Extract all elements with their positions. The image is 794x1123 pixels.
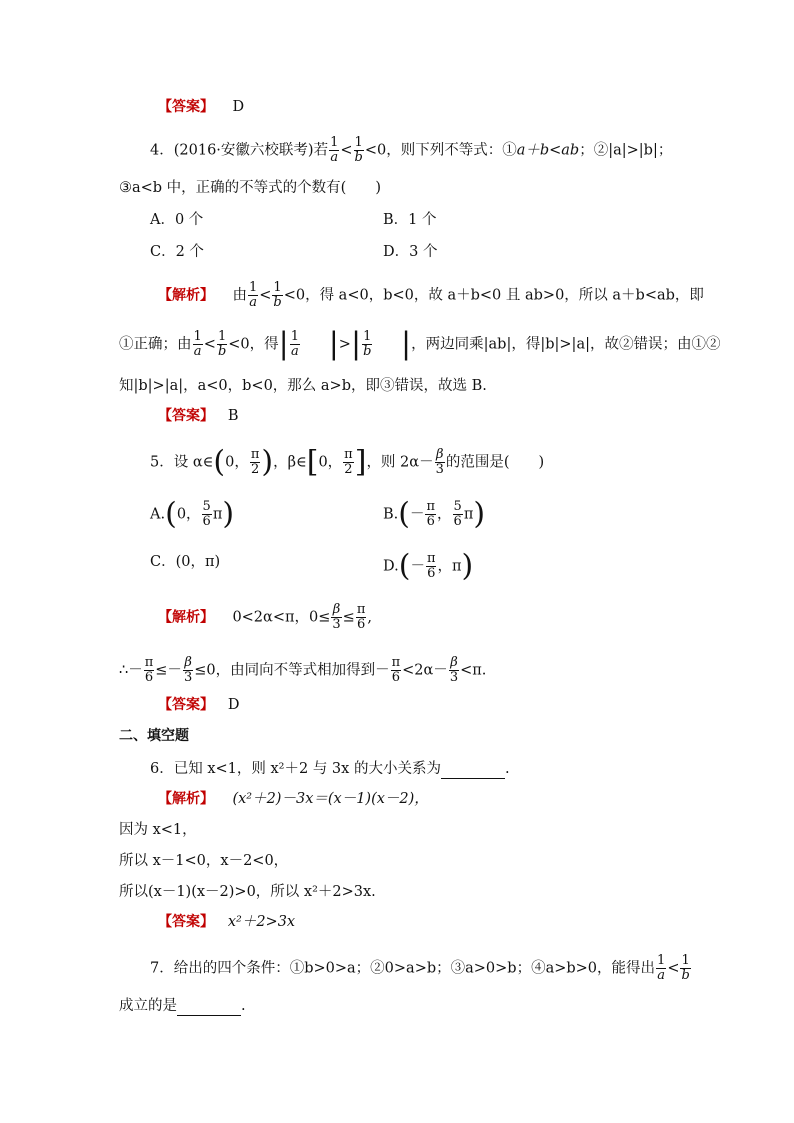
q5-answer-line xyxy=(158,695,239,715)
q4-stem-line2: ③a<b 中，正确的不等式的个数有( ) xyxy=(119,180,381,196)
analysis-text: ∴－ xyxy=(119,662,143,679)
analysis-text: ≤ xyxy=(342,609,355,626)
analysis-tag: 【解析】 xyxy=(158,287,214,304)
answer-value: D xyxy=(232,99,245,115)
fraction-1-over-b: $\frac{1}{b}$ xyxy=(273,280,282,310)
analysis-tag: 【解析】 xyxy=(158,791,214,807)
option-label: D. xyxy=(383,558,399,575)
analysis-text: ①正确；由 xyxy=(119,336,192,353)
fraction-beta-over-3: $\frac{\beta}{3}$ xyxy=(449,655,459,685)
fraction-beta-over-3: $\frac{\beta}{3}$ xyxy=(332,602,341,632)
stem-text: <0，则下列不等式：① xyxy=(364,142,517,159)
q6-stem xyxy=(150,759,510,779)
q4-analysis-line1: 【解析】 由 $\frac{1}{a}$ < $\frac{1}{b}$ <0，得 a<0，b<0，故 a＋b<0 且 ab>0，所以 a＋b<ab，即 xyxy=(158,280,704,310)
q4-option-c: C．2 个 xyxy=(150,244,204,260)
fraction-pi-over-6: $\frac{\pi}{6}$ xyxy=(426,499,436,529)
q5-analysis-line1 xyxy=(158,603,372,632)
condition-2: ；②|a|>|b|； xyxy=(579,142,673,159)
question-number: 4． xyxy=(150,142,174,159)
fraction-5-over-6: $\frac{5}{6}$ xyxy=(202,499,211,529)
q4-analysis-line2: ①正确；由 $\frac{1}{a}$ < $\frac{1}{b}$ <0，得| $\frac{1}{a}$ |>| $\frac{1}{b}$ |，两边同乘|ab|，得|b|>|a|，故②错误；由①② xyxy=(119,326,721,362)
analysis-tag: 【解析】 xyxy=(158,609,214,626)
q5-option-a: A.(0， $\frac{5}{6}$ π) xyxy=(150,496,235,532)
answer-tag: 【答案】 xyxy=(158,408,214,424)
q6-answer-line xyxy=(158,912,295,932)
answer-value: B xyxy=(227,408,239,424)
answer-blank xyxy=(177,1001,241,1016)
q4-stem-line1: 4．(2016·安徽六校联考)若 $\frac{1}{a}$ < $\frac{1}{b}$ <0，则下列不等式：①a＋b<ab；②|a|>|b|； xyxy=(150,135,673,165)
stem-text: . xyxy=(241,998,246,1014)
option-label: A. xyxy=(150,506,166,523)
answer-value: D xyxy=(227,697,240,713)
q5-option-d: D.(－ $\frac{\pi}{6}$ ，π) xyxy=(383,548,474,584)
q4-option-a: A．0 个 xyxy=(150,212,204,228)
stem-text: 5．设 α∈ xyxy=(150,454,214,471)
stem-text: 6．已知 x<1，则 x²＋2 与 3x 的大小关系为 xyxy=(150,761,441,777)
q4-answer-line xyxy=(158,406,238,426)
analysis-text: (x²＋2)－3x＝(x－1)(x－2)， xyxy=(232,791,429,807)
stem-text: 7．给出的四个条件：①b>0>a；②0>a>b；③a>0>b；④a>b>0，能得出 xyxy=(150,960,656,977)
analysis-text: <π. xyxy=(460,662,487,679)
analysis-text: 0<2α<π，0≤ xyxy=(232,609,331,626)
analysis-text: <0，得 a<0，b<0，故 a＋b<0 且 ab>0，所以 a＋b<ab，即 xyxy=(283,287,704,304)
fraction-1-over-a: $\frac{1}{a}$ xyxy=(330,135,339,165)
question-source: (2016·安徽六校联考) xyxy=(173,142,314,159)
fraction-pi-over-6: $\frac{\pi}{6}$ xyxy=(391,655,401,685)
answer-tag: 【答案】 xyxy=(158,99,214,115)
analysis-text: <2α－ xyxy=(402,662,448,679)
q4-option-d: D．3 个 xyxy=(383,244,438,260)
analysis-text: ，两边同乘|ab|，得|b|>|a|，故②错误；由①② xyxy=(411,336,721,353)
fraction-pi-over-6: $\frac{\pi}{6}$ xyxy=(356,602,366,632)
q7-stem-line1: 7．给出的四个条件：①b>0>a；②0>a>b；③a>0>b；④a>b>0，能得出 $\frac{1}{a}$ < $\frac{1}{b}$ xyxy=(150,953,690,983)
section-heading: 二、填空题 xyxy=(119,728,189,744)
q4-analysis-line3: 知|b|>|a|，a<0，b<0，那么 a>b，即③错误，故选 B. xyxy=(119,378,487,394)
fraction-1-over-a: $\frac{1}{a}$ xyxy=(290,329,300,359)
stem-text: ，β∈ xyxy=(273,454,307,471)
stem-text: 若 xyxy=(313,142,329,159)
fraction-1-over-b: $\frac{1}{b}$ xyxy=(217,329,227,359)
q3-answer-line xyxy=(158,97,244,117)
answer-tag: 【答案】 xyxy=(158,697,214,713)
fraction-pi-over-2: $\frac{\pi}{2}$ xyxy=(344,447,353,477)
stem-text: 的范围是( ) xyxy=(445,454,545,471)
option-label: B. xyxy=(383,506,399,523)
stem-text: ，则 2α－ xyxy=(366,454,434,471)
fraction-1-over-a: $\frac{1}{a}$ xyxy=(193,329,202,359)
answer-value: x²＋2>3x xyxy=(227,914,296,930)
answer-blank xyxy=(441,764,505,779)
q5-stem: 5．设 α∈(0， $\frac{\pi}{2}$ )，β∈[0， $\frac{\pi}{2}$ ]，则 2α－ $\frac{\beta}{3}$ 的范围是( ) xyxy=(150,444,545,480)
q6-analysis-line3: 所以 x－1<0，x－2<0， xyxy=(119,853,289,869)
analysis-text: 由 xyxy=(232,287,247,304)
condition-1: a＋b<ab xyxy=(516,142,580,159)
fraction-beta-over-3: $\frac{\beta}{3}$ xyxy=(435,447,444,477)
q5-analysis-line2 xyxy=(119,656,486,685)
q5-option-b: B.(－ $\frac{\pi}{6}$ ， $\frac{5}{6}$ π) xyxy=(383,496,486,532)
q6-analysis-line1 xyxy=(158,789,429,809)
fraction-pi-over-2: $\frac{\pi}{2}$ xyxy=(250,447,260,477)
fraction-pi-over-6: $\frac{\pi}{6}$ xyxy=(426,551,436,581)
analysis-text: ≤0，由同向不等式相加得到－ xyxy=(194,662,390,679)
fraction-5-over-6: $\frac{5}{6}$ xyxy=(453,499,462,529)
answer-tag: 【答案】 xyxy=(158,914,214,930)
fraction-beta-over-3: $\frac{\beta}{3}$ xyxy=(183,655,193,685)
q5-option-c: C．(0，π) xyxy=(150,554,221,570)
analysis-text: ≤－ xyxy=(155,662,182,679)
stem-text: . xyxy=(504,761,510,777)
q6-analysis-line4: 所以(x－1)(x－2)>0，所以 x²＋2>3x. xyxy=(119,884,376,900)
fraction-pi-over-6: $\frac{\pi}{6}$ xyxy=(144,655,154,685)
analysis-text: <0，得 xyxy=(228,336,279,353)
stem-text: 成立的是 xyxy=(119,998,177,1014)
fraction-1-over-a: $\frac{1}{a}$ xyxy=(248,280,258,310)
fraction-1-over-b: $\frac{1}{b}$ xyxy=(363,329,372,359)
fraction-1-over-b: $\frac{1}{b}$ xyxy=(354,135,363,165)
q4-option-b: B．1 个 xyxy=(383,212,437,228)
q7-stem-line2 xyxy=(119,996,246,1016)
fraction-1-over-b: $\frac{1}{b}$ xyxy=(681,953,690,983)
q6-analysis-line2: 因为 x<1， xyxy=(119,822,197,838)
analysis-text: , xyxy=(367,609,372,626)
fraction-1-over-a: $\frac{1}{a}$ xyxy=(657,953,666,983)
